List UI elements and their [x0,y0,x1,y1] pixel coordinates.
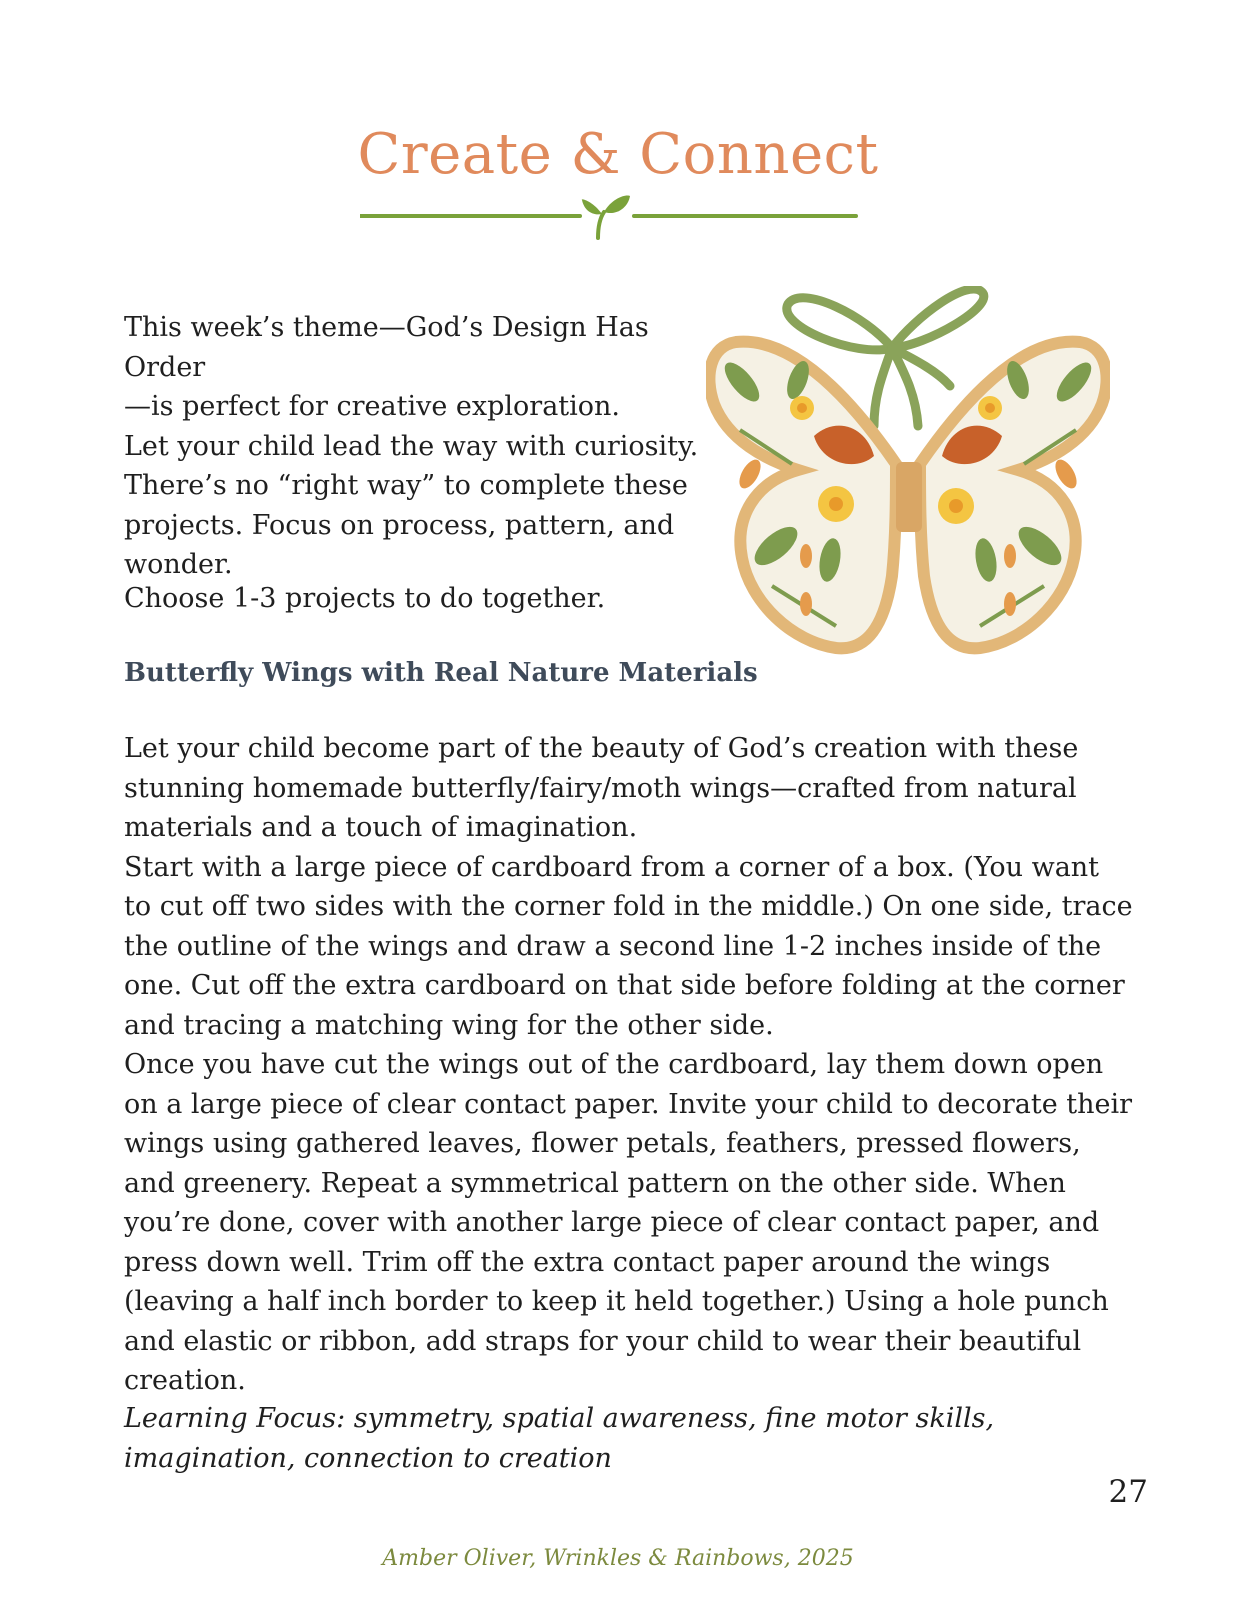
intro-line: There’s no “right way” to complete these [124,470,688,501]
learning-focus: Learning Focus: symmetry, spatial awareness, fine motor skills, imagination, connection to creation [124,1403,995,1474]
intro-text [124,308,714,585]
section-heading: Butterfly Wings with Real Nature Materials [124,658,758,688]
instructions-paragraph: Let your child become part of the beauty of God’s creation with these stunning homemade butterfly/fairy/moth wings—crafted from natural materials and a touch of imagination. [124,733,1079,843]
butterfly-illustration [706,286,1110,668]
intro-line: wonder. [124,549,233,580]
instructions-paragraph: Start with a large piece of cardboard from a corner of a box. (You want to cut off two sides with the corner fold in the middle.) On one side, trace the outline of the wings and draw a second line 1-2 inches inside of the one. Cut off the extra cardboard on that side before folding at the corner and tracing a matching wing for the other side. [124,851,1133,1041]
footer-credit: Amber Oliver, Wrinkles & Rainbows, 2025 [382,1546,854,1571]
intro-line: —is perfect for creative exploration. [124,391,621,422]
intro-line: projects. Focus on process, pattern, and [124,509,675,541]
intro-line: This week’s theme—God’s Design Has Order [124,312,649,383]
instructions-text [124,729,1134,1401]
choose-projects-text: Choose 1-3 projects to do together. [124,583,606,614]
sprout-icon [582,196,630,238]
page-title: Create & Connect [357,122,879,187]
title-divider [360,192,876,248]
intro-line: Let your child lead the way with curiosity. [124,430,699,462]
page-number: 27 [1108,1474,1148,1510]
instructions-paragraph: Once you have cut the wings out of the cardboard, lay them down open on a large piece of clear contact paper. Invite your child to decorate their wings using gathered leaves, flower petals, feathers, pressed flowers, and greenery. Repeat a symmetrical pattern on the other side. When you’re done, cover with another large piece of clear contact paper, and press down well. Trim off the extra contact paper around the wings (leaving a half inch border to keep it held together.) Using a hole punch and elastic or ribbon, add straps for your child to wear their beautiful creation. [124,1049,1133,1396]
